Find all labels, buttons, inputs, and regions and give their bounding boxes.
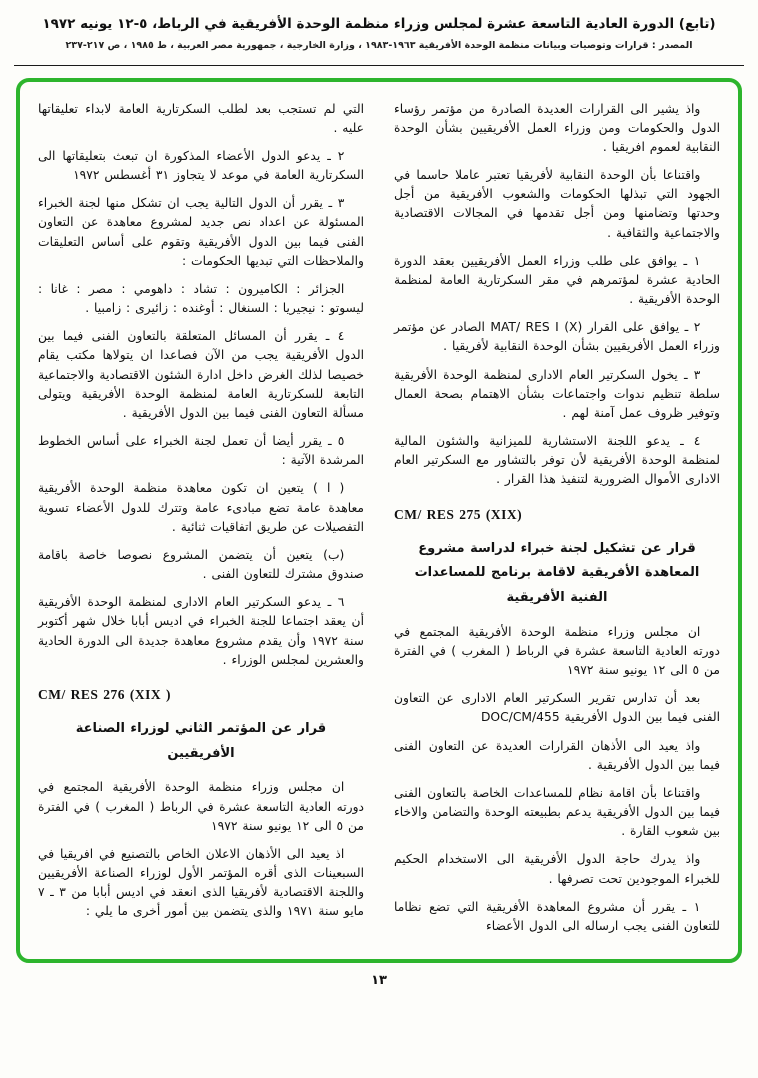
- column-left: [38, 100, 364, 946]
- paragraph: الجزائر : الكاميرون : تشاد : داهومي : مصر : غانا : ليسوتو : نيجيريا : السنغال : أوغنده : زائيرى : زامبيا .: [38, 281, 364, 316]
- paragraph: ١ ـ يوافق على طلب وزراء العمل الأفريقيين بعقد الدورة الحادية عشرة لمؤتمرهم في مقر السكرتارية العامة لمنظمة الوحدة الأفريقية .: [394, 253, 720, 307]
- paragraph: ان مجلس وزراء منظمة الوحدة الأفريقية المجتمع في دورته العادية التاسعة عشرة في الرباط ( المغرب ) في الفترة من ٥ الى ١٢ يونيو سنة ١٩٧٢: [38, 780, 364, 833]
- document-title: (تابع) الدورة العادية التاسعة عشرة لمجلس وزراء منظمة الوحدة الأفريقية في الرباط، ٥-١٢ يونيه ١٩٧٢: [42, 16, 716, 32]
- resolution-heading: قرار عن المؤتمر الثاني لوزراء الصناعة الأفريقيين: [75, 721, 327, 761]
- page-header: [0, 0, 758, 58]
- paragraph: واذ يعيد الى الأذهان القرارات العديدة عن التعاون الفنى فيما بين الدول الأفريقية .: [394, 738, 720, 772]
- paragraph: ٢ ـ يدعو الدول الأعضاء المذكورة ان تبعث بتعليقاتها الى السكرتارية العامة في موعد لا يتجاوز ٣١ أغسطس ١٩٧٢: [38, 148, 364, 183]
- paragraph: ان مجلس وزراء منظمة الوحدة الأفريقية المجتمع في دورته العادية التاسعة عشرة في الرباط ( المغرب ) في الفترة من ٥ الى ١٢ يونيو سنة ١٩٧٢: [394, 624, 720, 678]
- paragraph: ( ا ) يتعين ان تكون معاهدة منظمة الوحدة الأفريقية معاهدة عامة تضع مبادىء عامة وتترك للدول الأعضاء تسوية التفصيلات عن طريق اتفاقيات ثنائية .: [38, 481, 364, 534]
- paragraph: ٣ ـ يخول السكرتير العام الادارى لمنظمة الوحدة الأفريقية سلطة تنظيم ندوات واجتماعات بشأن الاهتمام بصحة العمال وتوفير ظروف عمل آمنة لهم .: [394, 367, 720, 420]
- page-number: ١٣: [371, 973, 387, 989]
- paragraph: ٦ ـ يدعو السكرتير العام الادارى لمنظمة الوحدة الأفريقية أن يعقد اجتماعا للجنة الخبراء في اديس أبابا خلال شهر أكتوبر سنة ١٩٧٢ وأن يقدم مشروع معاهدة جديدة الى الدورة الحادية والعشرين لمجلس الوزراء .: [38, 595, 364, 667]
- column-right: [394, 100, 720, 946]
- paragraph: بعد أن تدارس تقرير السكرتير العام الادارى عن التعاون الفنى فيما بين الدول الأفريقية DOC/CM/455: [394, 691, 720, 725]
- paragraph: ٣ ـ يقرر أن الدول التالية يجب ان تشكل منها لجنة الخبراء المسئولة عن اعداد نص جديد لمشروع معاهدة عن التعاون الفنى فيما بين الدول الأفريقية وتقوم على أساس التعليقات والملاحظات التي تبديها الحكومات :: [38, 196, 364, 268]
- source-line: المصدر : قرارات وتوصيات وبيانات منظمة الوحدة الأفريقية ١٩٦٣-١٩٨٣ ، وزارة الخارجية ، جمهورية مصر العربية ، ط ١٩٨٥ ، ص ٢١٧-٢٣٧: [65, 40, 693, 52]
- paragraph: واذ يدرك حاجة الدول الأفريقية الى الاستخدام الحكيم للخبراء الموجودين تحت تصرفها .: [394, 852, 720, 886]
- paragraph: واقتناعا بأن الوحدة النقابية لأفريقيا تعتبر عاملا حاسما في الجهود التي تبذلها الحكومات والشعوب الأفريقية من أجل وحدتها وتضامنها ومن أجل تقدمها في المجالات الاقتصادية والاجتماعية والثقافية .: [394, 168, 720, 240]
- paragraph: واذ يشير الى القرارات العديدة الصادرة من مؤتمر رؤساء الدول والحكومات ومن وزراء العمل الأفريقيين بشأن الوحدة النقابية لعموم افريقيا .: [394, 101, 720, 154]
- resolution-heading: قرار عن تشكيل لجنة خبراء لدراسة مشروع المعاهدة الأفريقية لاقامة برنامج للمساعدات الفنية الأفريقية: [414, 540, 700, 606]
- green-content-frame: [16, 78, 742, 964]
- paragraph: (ب) يتعين أن يتضمن المشروع نصوصا خاصة باقامة صندوق مشترك للتعاون الفنى .: [38, 547, 364, 582]
- paragraph: ٥ ـ يقرر أيضا أن تعمل لجنة الخبراء على أساس الخطوط المرشدة الآتية :: [38, 434, 364, 468]
- paragraph: ٤ ـ يدعو اللجنة الاستشارية للميزانية والشئون المالية لمنظمة الوحدة الأفريقية لأن توفر بالتشاور مع السكرتير العام الادارى الأموال الضرورية لتنفيذ هذا القرار .: [394, 434, 720, 487]
- paragraph: ٢ ـ يوافق على القرار MAT/ RES I (X) الصادر عن مؤتمر وزراء العمل الأفريقيين بشأن الوحدة النقابية لأفريقيا .: [394, 320, 720, 354]
- paragraph: اذ يعيد الى الأذهان الاعلان الخاص بالتصنيع في افريقيا في السبعينات الذى أقره المؤتمر الأول لوزراء الصناعة الأفريقيين واللجنة الاقتصادية لأفريقيا الذى انعقد في اديس أبابا من ٣ ـ ٧ مايو سنة ١٩٧١ والذى يتضمن بين أمور أخرى ما يلي :: [38, 846, 365, 919]
- paragraph: ٤ ـ يقرر أن المسائل المتعلقة بالتعاون الفنى فيما بين الدول الأفريقية يجب من الآن فصاعدا ان يتولاها مكتب يقام خصيصا لذلك الغرض داخل ادارة الشئون الاقتصادية والاجتماعية التابعة للسكرتارية العامة لمنظمة الوحدة الأفريقية ويتولى مسألة التعاون الفنى فيما بين الدول الأفريقية .: [38, 329, 364, 420]
- paragraph: ١ ـ يقرر أن مشروع المعاهدة الأفريقية التي تضع نظاما للتعاون الفنى يجب ارساله الى الدول الأعضاء: [394, 899, 720, 933]
- paragraph: واقتناعا بأن اقامة نظام للمساعدات الخاصة بالتعاون الفنى فيما بين الدول الأفريقية يدعم بطبيعته الوحدة والتضامن والاخاء بين شعوب القارة .: [394, 785, 720, 839]
- paragraph-continuation: التي لم تستجب بعد لطلب السكرتارية العامة لابداء تعليقاتها عليه .: [38, 101, 364, 135]
- resolution-ref: CM/ RES 276 (XIX ): [38, 686, 171, 702]
- resolution-ref: CM/ RES 275 (XIX): [394, 506, 523, 522]
- header-divider: [14, 65, 744, 66]
- two-column-layout: [38, 100, 720, 946]
